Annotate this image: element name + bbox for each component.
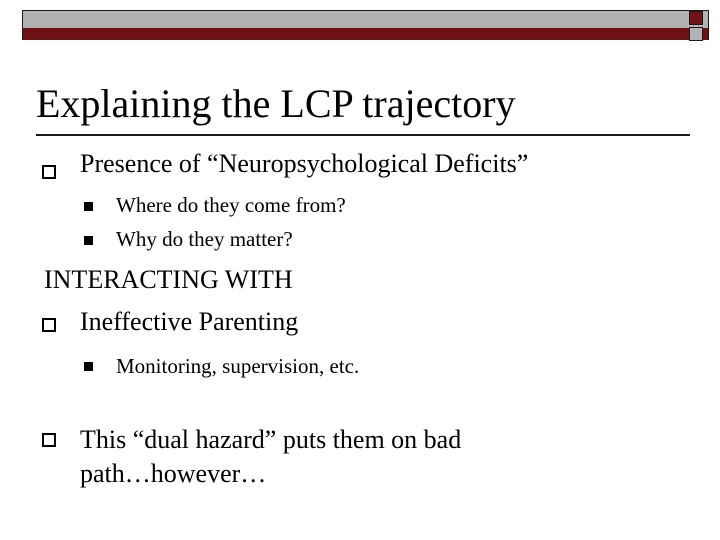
slide-title: Explaining the LCP trajectory bbox=[36, 81, 516, 126]
sub-bullet-text: Why do they matter? bbox=[116, 227, 293, 251]
sub-bullet-text: Monitoring, supervision, etc. bbox=[116, 354, 360, 378]
hollow-square-bullet-icon bbox=[42, 318, 56, 332]
section-heading: INTERACTING WITH bbox=[44, 265, 293, 294]
corner-square-maroon bbox=[689, 11, 703, 25]
hollow-square-bullet-icon bbox=[42, 433, 56, 447]
sub-bullet-text: Where do they come from? bbox=[116, 193, 346, 217]
corner-square-gray bbox=[689, 27, 703, 41]
title-divider bbox=[36, 134, 690, 136]
solid-square-bullet-icon bbox=[84, 362, 93, 371]
bullet-text: Ineffective Parenting bbox=[80, 307, 299, 336]
solid-square-bullet-icon bbox=[84, 202, 93, 211]
title-bar-frame bbox=[22, 10, 709, 40]
bullet-text-continuation: path…however… bbox=[80, 459, 267, 488]
bullet-text: This “dual hazard” puts them on bad bbox=[80, 425, 462, 454]
title-bar-accent bbox=[23, 28, 708, 40]
hollow-square-bullet-icon bbox=[42, 165, 56, 179]
bullet-text: Presence of “Neuropsychological Deficits” bbox=[80, 149, 529, 178]
solid-square-bullet-icon bbox=[84, 236, 93, 245]
